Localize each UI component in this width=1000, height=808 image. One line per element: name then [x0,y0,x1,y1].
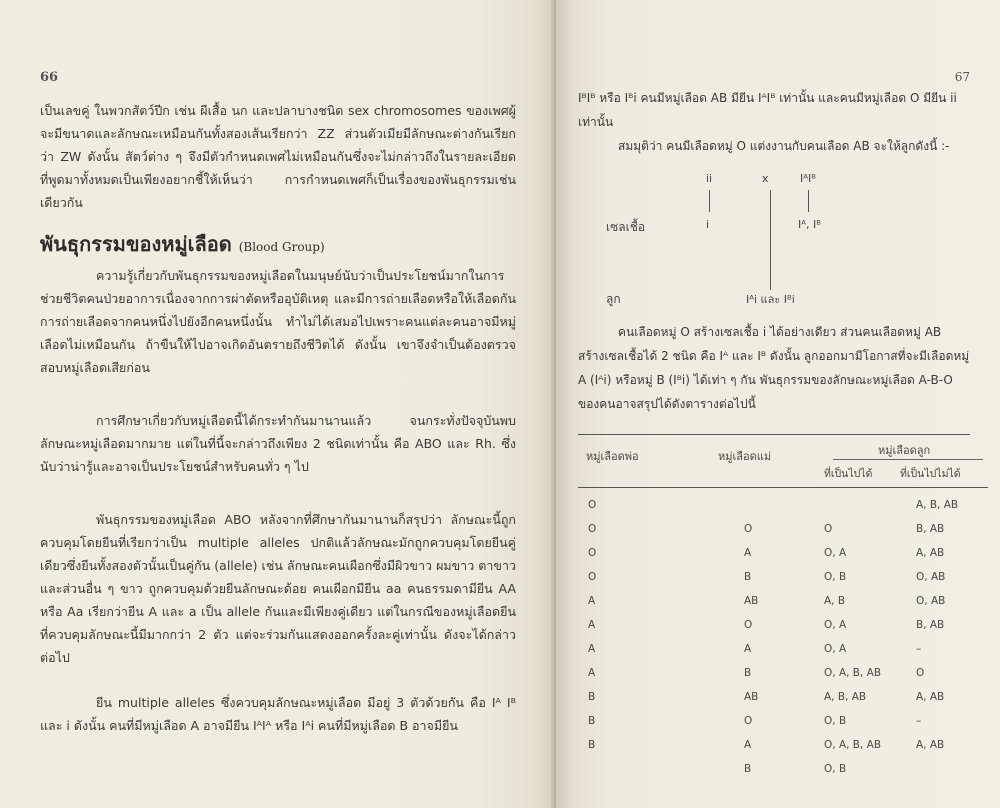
table-cell-father: O [588,523,597,535]
cross-symbol: x [762,172,769,185]
header-possible: ที่เป็นไปได้ [824,468,873,480]
table-cell-mother: A [744,547,752,559]
table-cell-impossible: O [916,667,925,679]
table-cell-mother: AB [744,691,759,703]
paragraph-blood-group-study: การศึกษาเกี่ยวกับหมู่เลือดนี้ได้กระทำกันมานานแล้ว จนกระทั่งปัจจุบันพบลักษณะหมู่เลือดมากมาย แต่ในที่นี้จะกล่าวถึงเพียง 2 ชนิดเท่านั้น คือ ABO และ Rh. ซึ่งนับว่าน่ารู้และอาจเป็นประโยชน์สำหรับคนทั่ว ๆ ไป [40,413,516,474]
header-divider [833,459,983,460]
table-cell-father: O [588,499,597,511]
table-cell-impossible: O, AB [916,595,946,607]
page-number: 67 [954,70,970,84]
table-cell-mother: O [744,619,753,631]
table-cell-impossible: – [916,643,922,655]
table-cell-mother: O [744,715,753,727]
page-number: 66 [40,70,59,85]
table-cell-possible: O, B [824,571,847,583]
table-cell-possible: O, A, B, AB [824,739,882,751]
table-cell-mother: O [744,523,753,535]
paragraph-sex-chromosomes: เป็นเลขคู่ ในพวกสัตว์ปีก เช่น ผีเสื้อ นก และปลาบางชนิด sex chromosomes ของเพศผู้จะมีขนาดและลักษณะเหมือนกันทั้งสองเส้นเรียกว่า ZZ ส่วนตัวเมียมีลักษณะต่างกันเรียกว่า ZW ดังนั้น สัตว์ต่าง ๆ จึงมีตัวกำหนดเพศไม่เหมือนกันซึ่งจะไม่กล่าวถึงในรายละเอียด ที่พูดมาทั้งหมดเป็นเพียงอยากชี้ให้เห็นว่า การกำหนดเพศก็เป็นเรื่องของพันธุกรรมเช่นเดียวกัน [40,103,516,210]
table-cell-possible: O, B [824,715,847,727]
table-cell-impossible: – [916,715,922,727]
table-cell-possible: O, A [824,547,847,559]
table-cell-impossible: A, AB [916,739,945,751]
table-cell-possible: O, A, B, AB [824,667,882,679]
table-cell-father: A [588,643,596,655]
table-cell-impossible: A, B, AB [916,499,959,511]
cross-line [770,190,771,290]
table-cell-possible: O, B [824,763,847,775]
table-cell-mother: A [744,643,752,655]
table-cell-father: B [588,715,596,727]
table-cell-possible: A, B, AB [824,691,867,703]
table-cell-impossible: A, AB [916,691,945,703]
genetic-cross-diagram [578,164,970,314]
arrow-parent-1 [709,190,710,212]
table-cell-possible: O, A [824,643,847,655]
table-cell-impossible: B, AB [916,619,945,631]
header-mother: หมู่เลือดแม่ [718,450,772,463]
header-child: หมู่เลือดลูก [878,444,931,457]
gamete-2: Iᴬ, Iᴮ [798,218,821,231]
heading-thai: พันธุกรรมของหมู่เลือด [40,232,232,256]
table-cell-mother: AB [744,595,759,607]
table-cell-mother: B [744,763,752,775]
parent-2-genotype: IᴬIᴮ [800,172,816,185]
offspring-label: ลูก [606,292,621,306]
offspring-genotypes: Iᴬi และ Iᴮi [746,293,795,306]
arrow-parent-2 [808,190,809,212]
table-cell-father: A [588,619,596,631]
table-cell-mother: A [744,739,752,751]
table-cell-father: O [588,547,597,559]
heading-english: (Blood Group) [238,240,325,254]
table-cell-father: B [588,739,596,751]
table-cell-mother: B [744,667,752,679]
paragraph-multiple-alleles: ยีน multiple alleles ซึ่งควบคุมลักษณะหมู่เลือด มีอยู่ 3 ตัวด้วยกัน คือ Iᴬ Iᴮ และ i ดังนั้น คนที่มีหมู่เลือด A อาจมียีน IᴬIᴬ หรือ Iᴬi คนที่มีหมู่เลือด B อาจมียีน [40,695,516,733]
section-heading [40,228,516,260]
gamete-1: i [706,218,710,231]
table-cell-father: O [588,571,597,583]
table-cell-possible: A, B [824,595,846,607]
paragraph-blood-group-intro: ความรู้เกี่ยวกับพันธุกรรมของหมู่เลือดในมนุษย์นับว่าเป็นประโยชน์มากในการช่วยชีวิตคนป่วยอาการเนื่องจากการผ่าตัดหรืออุบัติเหตุ และมีการถ่ายเลือดหรือให้เลือดกัน การถ่ายเลือดจากคนหนึ่งไปยังอีกคนหนึ่งนั้น ทำไม่ได้เสมอไปเพราะคนแต่ละคนอาจมีหมู่เลือดไม่เหมือนกัน ถ้าขืนให้ไปอาจเกิดอันตรายถึงชีวิตได้ ดังนั้น เขาจึงจำเป็นต้องตรวจสอบหมู่เลือดเสียก่อน [40,268,516,375]
header-father: หมู่เลือดพ่อ [586,450,639,463]
table-cell-father: B [588,691,596,703]
parent-1-genotype: ii [706,172,713,185]
table-header-rule [578,487,988,488]
table-cell-possible: O, A [824,619,847,631]
blood-group-table [578,435,970,808]
table-cell-mother: B [744,571,752,583]
paragraph-cross-explanation: คนเลือดหมู่ O สร้างเซลเชื้อ i ได้อย่างเดียว ส่วนคนเลือดหมู่ AB สร้างเซลเชื้อได้ 2 ชนิด คือ Iᴬ และ Iᴮ ดังนั้น ลูกออกมามีโอกาสที่จะมีเลือดหมู่ A (Iᴬi) หรือหมู่ B (Iᴮi) ได้เท่า ๆ กัน พันธุกรรมของลักษณะหมู่เลือด A-B-O ของคนอาจสรุปได้ดังตารางต่อไปนี้ [578,325,970,411]
paragraph-genotypes: IᴮIᴮ หรือ Iᴮi คนมีหมู่เลือด AB มียีน IᴬIᴮ เท่านั้น และคนมีหมู่เลือด O มียีน ii เท่านั้น [578,91,957,129]
table-cell-impossible: A, AB [916,547,945,559]
paragraph-abo-inheritance: พันธุกรรมของหมู่เลือด ABO หลังจากที่ศึกษากันมานานก็สรุปว่า ลักษณะนี้ถูกควบคุมโดยยีนที่เรียกว่าเป็น multiple alleles ปกติแล้วลักษณะมักถูกควบคุมโดยยีนคู่เดียวซึ่งยีนทั้งสองตัวนั้นเป็นคู่กัน (allele) เช่น ลักษณะคนเผือกซึ่งมีผิวขาว ผมขาว ตาขาว และส่วนอื่น ๆ ขาว ถูกควบคุมด้วยยีนลักษณะด้อย คนเผือกมียีน aa คนธรรมดามียีน AA หรือ Aa เรียกว่ายีน A และ a เป็น allele กันและมีเพียงคู่เดียว แต่ในกรณีของหมู่เลือดยีนที่ควบคุมลักษณะนี้มีมากกว่า 2 ตัว แต่จะร่วมกันแสดงออกครั้งละคู่เท่านั้น ดังจะได้กล่าวต่อไป [40,512,516,665]
table-cell-possible: O [824,523,833,535]
table-cell-father: A [588,667,596,679]
header-impossible: ที่เป็นไปไม่ได้ [900,468,961,480]
table-cell-impossible: B, AB [916,523,945,535]
table-cell-father: A [588,595,596,607]
gamete-label: เซลเชื้อ [606,220,646,234]
paragraph-cross-intro: สมมุติว่า คนมีเลือดหมู่ O แต่งงานกับคนเลือด AB จะให้ลูกดังนี้ :- [618,139,950,153]
right-page [556,0,1000,808]
table-cell-impossible: O, AB [916,571,946,583]
